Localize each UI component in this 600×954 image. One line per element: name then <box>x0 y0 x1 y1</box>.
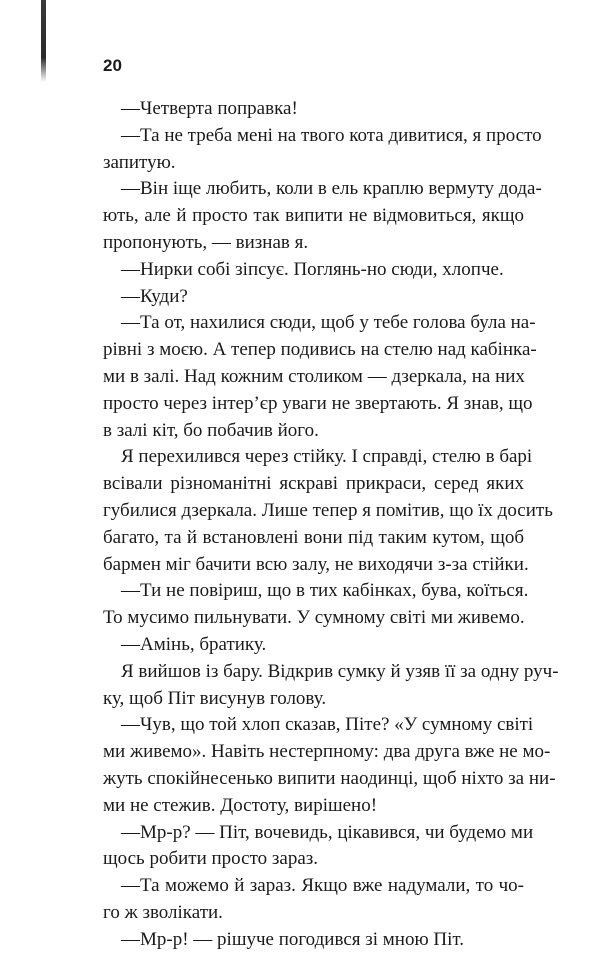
text-line: пропонують, — визнав я. <box>103 231 309 253</box>
text-line: щось робити просто зараз. <box>103 848 319 870</box>
text-line: —Та не треба мені на твого кота дивитися, я просто <box>121 124 542 146</box>
text-line: запитую. <box>103 151 176 173</box>
text-line: ку, щоб Піт висунув голову. <box>103 687 327 709</box>
text-line: ми в залі. Над кожним столиком — дзеркала, на них <box>103 365 525 387</box>
text-line: Я перехилився через стійку. І справді, стелю в барі <box>121 446 533 468</box>
text-line: в залі кіт, бо побачив його. <box>103 419 319 441</box>
text-line: —Чув, що той хлоп сказав, Піте? «У сумному світі <box>121 714 534 736</box>
text-line: —Він іще любить, коли в ель краплю вермуту дода- <box>121 178 542 200</box>
text-line: —Мр-р! — рішуче погодився зі мною Піт. <box>121 928 465 950</box>
text-line: багато, та й встановлені вони під таким кутом, щоб <box>103 526 524 548</box>
text-line: всівали різноманітні яскраві прикраси, серед яких <box>103 473 524 495</box>
text-line: просто через інтер’єр уваги не звертають. Я знав, що <box>103 392 533 414</box>
text-line: —Та можемо й зараз. Якщо вже надумали, то чо- <box>121 875 524 897</box>
text-line: жуть спокійнесенько випити наодинці, щоб ніхто за ни- <box>103 767 556 789</box>
text-line: ми живемо». Навіть нестерпному: два друга вже не мо- <box>103 741 551 763</box>
page-edge-shadow <box>41 0 46 82</box>
text-line: То мусимо пильнувати. У сумному світі ми живемо. <box>103 607 525 629</box>
text-line: —Амінь, братику. <box>121 633 267 655</box>
text-line: —Нирки собі зіпсує. Поглянь-но сюди, хлопче. <box>121 258 504 280</box>
text-line: го ж зволікати. <box>103 901 223 923</box>
text-line: Я вийшов із бару. Відкрив сумку й узяв її за одну руч- <box>121 660 559 682</box>
text-line: бармен міг бачити всю залу, не виходячи з-за стійки. <box>103 553 529 575</box>
body-text <box>103 96 559 954</box>
text-line: ми не стежив. Достоту, вирішено! <box>103 794 378 816</box>
text-line: —Четверта поправка! <box>121 98 298 119</box>
text-line: рівні з моєю. А тепер подивись на стелю над кабінка- <box>103 339 537 361</box>
text-line: ють, але й просто так випити не відмовиться, якщо <box>103 205 524 227</box>
text-line: —Та от, нахилися сюди, щоб у тебе голова була на- <box>121 312 536 334</box>
text-line: —Мр-р? — Піт, вочевидь, цікавився, чи будемо ми <box>121 821 534 843</box>
text-line: —Куди? <box>121 285 188 307</box>
text-line: губилися дзеркала. Лише тепер я помітив, що їх досить <box>103 499 553 521</box>
page-number: 20 <box>103 56 122 75</box>
text-line: —Ти не повіриш, що в тих кабінках, бува, коїться. <box>121 580 529 602</box>
